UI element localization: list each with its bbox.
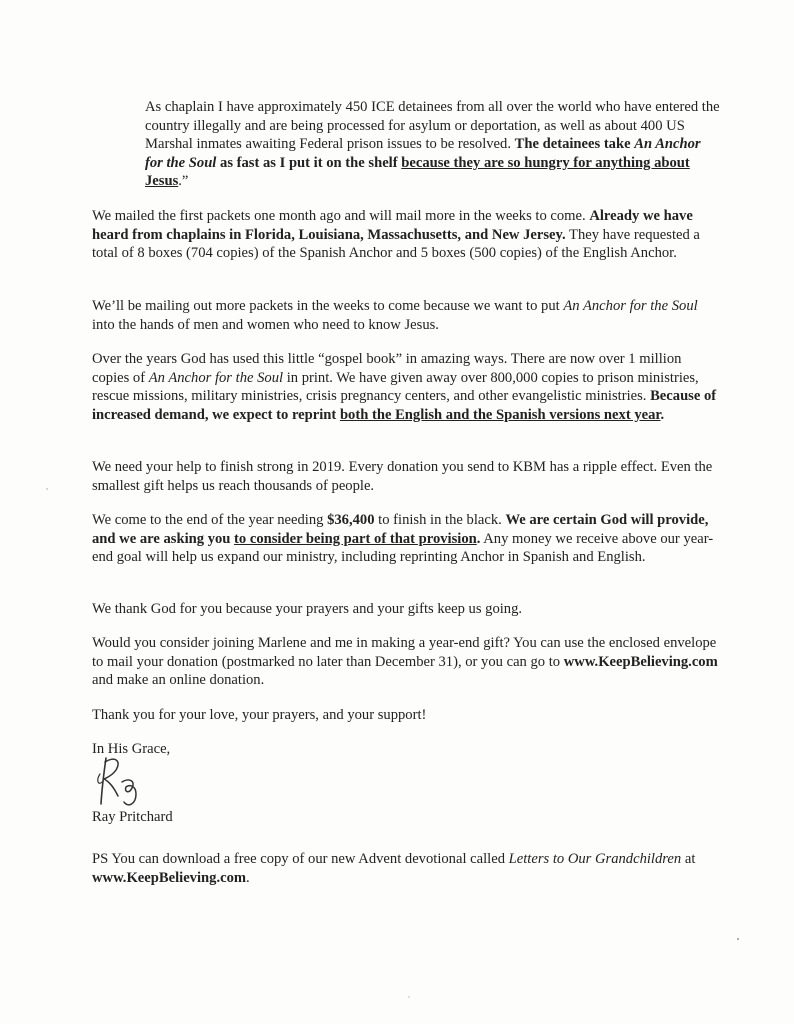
paragraph-bold: . xyxy=(476,530,481,547)
paragraph-text: They have requested a total of 8 boxes (704 copies) of the Spanish Anchor and 5 boxes (500 copies) of the English Anchor. xyxy=(92,226,700,261)
paragraph-text: to finish in the black. xyxy=(374,512,506,528)
quote-underlined: because they are so hungry for anything about Jesus xyxy=(145,154,690,189)
paragraph-text: and make an online donation. xyxy=(92,672,265,688)
paragraph-text: We’ll be mailing out more packets in the weeks to come because we want to put xyxy=(92,298,564,314)
scan-speck xyxy=(46,488,48,490)
paragraph-text: in print. We have given away over 800,000 copies to prison ministries, rescue missions, military ministries, crisis pregnancy centers, and other evangelistic ministries. xyxy=(92,369,699,404)
paragraph-underlined: both the English and the Spanish versions next year xyxy=(339,406,661,423)
scan-speck xyxy=(737,938,739,940)
paragraph-thanks: We thank God for you because your prayers and your gifts keep us going. xyxy=(92,601,523,617)
paragraph-gratitude: Thank you for your love, your prayers, and your support! xyxy=(92,707,427,723)
closing: In His Grace, xyxy=(92,741,171,757)
paragraph-bold: We are certain God will provide, and we are asking you xyxy=(92,512,709,547)
paragraph-text: at xyxy=(681,851,696,867)
paragraph-underlined: to consider being part of that provision xyxy=(234,530,477,547)
paragraph-text: . xyxy=(246,869,250,886)
paragraph-help: We need your help to finish strong in 2019. Every donation you send to KBM has a ripple effect. Even the smallest gift helps us reach thousands of people. xyxy=(92,459,713,494)
devotional-title: Letters to Our Grandchildren xyxy=(508,851,682,867)
website-link[interactable]: www.KeepBelieving.com xyxy=(92,869,247,886)
paragraph-text: into the hands of men and women who need to know Jesus. xyxy=(92,316,439,333)
postscript xyxy=(92,850,722,887)
paragraph-text: We mailed the first packets one month ago and will mail more in the weeks to come. xyxy=(92,208,590,224)
paragraph-text: Any money we receive above our year-end goal will help us expand our ministry, including reprinting Anchor in Spanish and English. xyxy=(92,530,714,565)
quote-text: As chaplain I have approximately 450 ICE detainees from all over the world who have entered the country illegally and are being processed for asylum or deportation, as well as about 400 US Marshal inmates awaiting Federal prison issues to be resolved. xyxy=(145,99,720,152)
handwritten-signature xyxy=(92,752,162,812)
paragraph-text: PS You can download a free copy of our new Advent devotional called xyxy=(92,851,509,867)
paragraph-appeal xyxy=(92,634,722,690)
paragraph-bold: Already we have heard from chaplains in Florida, Louisiana, Massachusetts, and New Jersey. xyxy=(92,208,693,243)
quote-book-title: An Anchor for the Soul xyxy=(145,136,701,171)
chaplain-quote xyxy=(145,98,720,191)
website-link[interactable]: www.KeepBelieving.com xyxy=(563,653,718,670)
paragraph-mailing xyxy=(92,297,722,334)
paragraph-text: Would you consider joining Marlene and me in making a year-end gift? You can use the enclosed envelope to mail your donation (postmarked no later than December 31), or you can go to xyxy=(92,635,717,670)
paragraph-text: We come to the end of the year needing xyxy=(92,512,328,528)
book-title: An Anchor for the Soul xyxy=(148,369,284,386)
quote-bold-2: as fast as I put it on the shelf xyxy=(216,154,402,171)
paragraph-text: . xyxy=(660,406,665,423)
paragraph-packets xyxy=(92,207,722,263)
quote-end: .” xyxy=(178,173,189,189)
goal-amount: $36,400 xyxy=(327,512,375,528)
signer-name: Ray Pritchard xyxy=(92,809,173,825)
paragraph-text: Over the years God has used this little “gospel book” in amazing ways. There are now over 1 million copies of xyxy=(92,351,682,386)
paragraph-bold: Because of increased demand, we expect to reprint xyxy=(92,388,717,423)
paragraph-history xyxy=(92,350,722,424)
quote-bold: The detainees take xyxy=(514,136,635,152)
scan-speck xyxy=(408,996,410,998)
book-title: An Anchor for the Soul xyxy=(563,298,698,314)
paragraph-goal xyxy=(92,511,722,567)
